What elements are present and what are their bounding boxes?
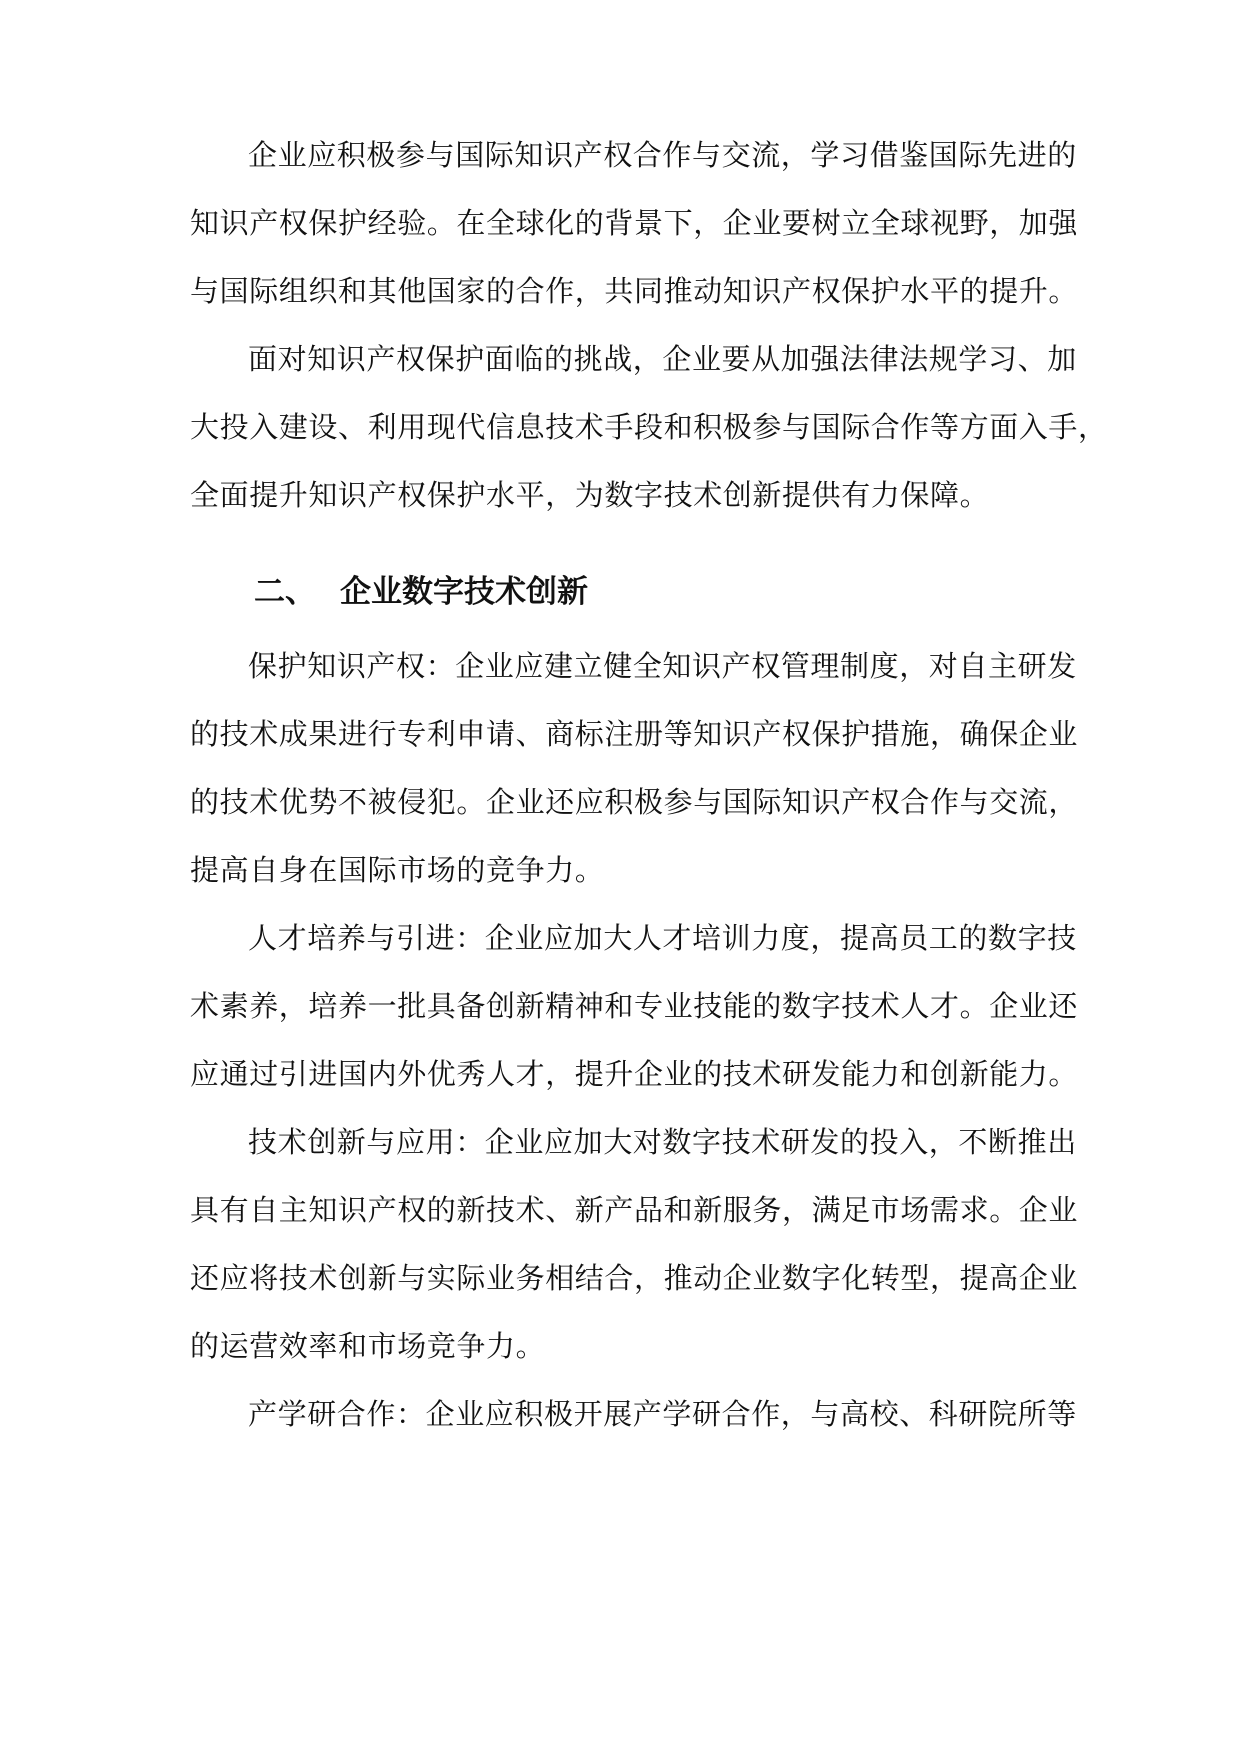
section-1-line-3: 的技术优势不被侵犯。企业还应积极参与国际知识产权合作与交流，	[190, 785, 1079, 819]
section-3-line-3: 还应将技术创新与实际业务相结合，推动企业数字化转型，提高企业	[190, 1261, 1079, 1295]
section-1-line-4: 提高自身在国际市场的竞争力。	[190, 853, 605, 887]
section-heading-number: 二、	[254, 574, 316, 610]
section-2-line-3: 应通过引进国内外优秀人才，提升企业的技术研发能力和创新能力。	[190, 1057, 1079, 1091]
section-1-line-2: 的技术成果进行专利申请、商标注册等知识产权保护措施，确保企业	[190, 717, 1079, 751]
paragraph-2-line-3: 全面提升知识产权保护水平，为数字技术创新提供有力保障。	[190, 478, 990, 512]
section-heading-title: 企业数字技术创新	[340, 574, 588, 610]
section-3-line-2: 具有自主知识产权的新技术、新产品和新服务，满足市场需求。企业	[190, 1193, 1079, 1227]
paragraph-2-line-2: 大投入建设、利用现代信息技术手段和积极参与国际合作等方面入手，	[190, 410, 1108, 444]
section-2-line-1: 人才培养与引进：企业应加大人才培训力度，提高员工的数字技	[248, 921, 1077, 955]
paragraph-2-line-1: 面对知识产权保护面临的挑战，企业要从加强法律法规学习、加	[248, 342, 1077, 376]
paragraph-1-line-2: 知识产权保护经验。在全球化的背景下，企业要树立全球视野，加强	[190, 206, 1079, 240]
paragraph-1-line-3: 与国际组织和其他国家的合作，共同推动知识产权保护水平的提升。	[190, 274, 1079, 308]
paragraph-1-line-1: 企业应积极参与国际知识产权合作与交流，学习借鉴国际先进的	[248, 138, 1077, 172]
section-1-line-1: 保护知识产权：企业应建立健全知识产权管理制度，对自主研发	[248, 649, 1077, 683]
section-2-line-2: 术素养，培养一批具备创新精神和专业技能的数字技术人才。企业还	[190, 989, 1079, 1023]
section-3-line-1: 技术创新与应用：企业应加大对数字技术研发的投入，不断推出	[248, 1125, 1077, 1159]
section-3-line-4: 的运营效率和市场竞争力。	[190, 1329, 546, 1363]
section-4-line-1: 产学研合作：企业应积极开展产学研合作，与高校、科研院所等	[248, 1397, 1077, 1431]
section-heading	[254, 571, 588, 613]
